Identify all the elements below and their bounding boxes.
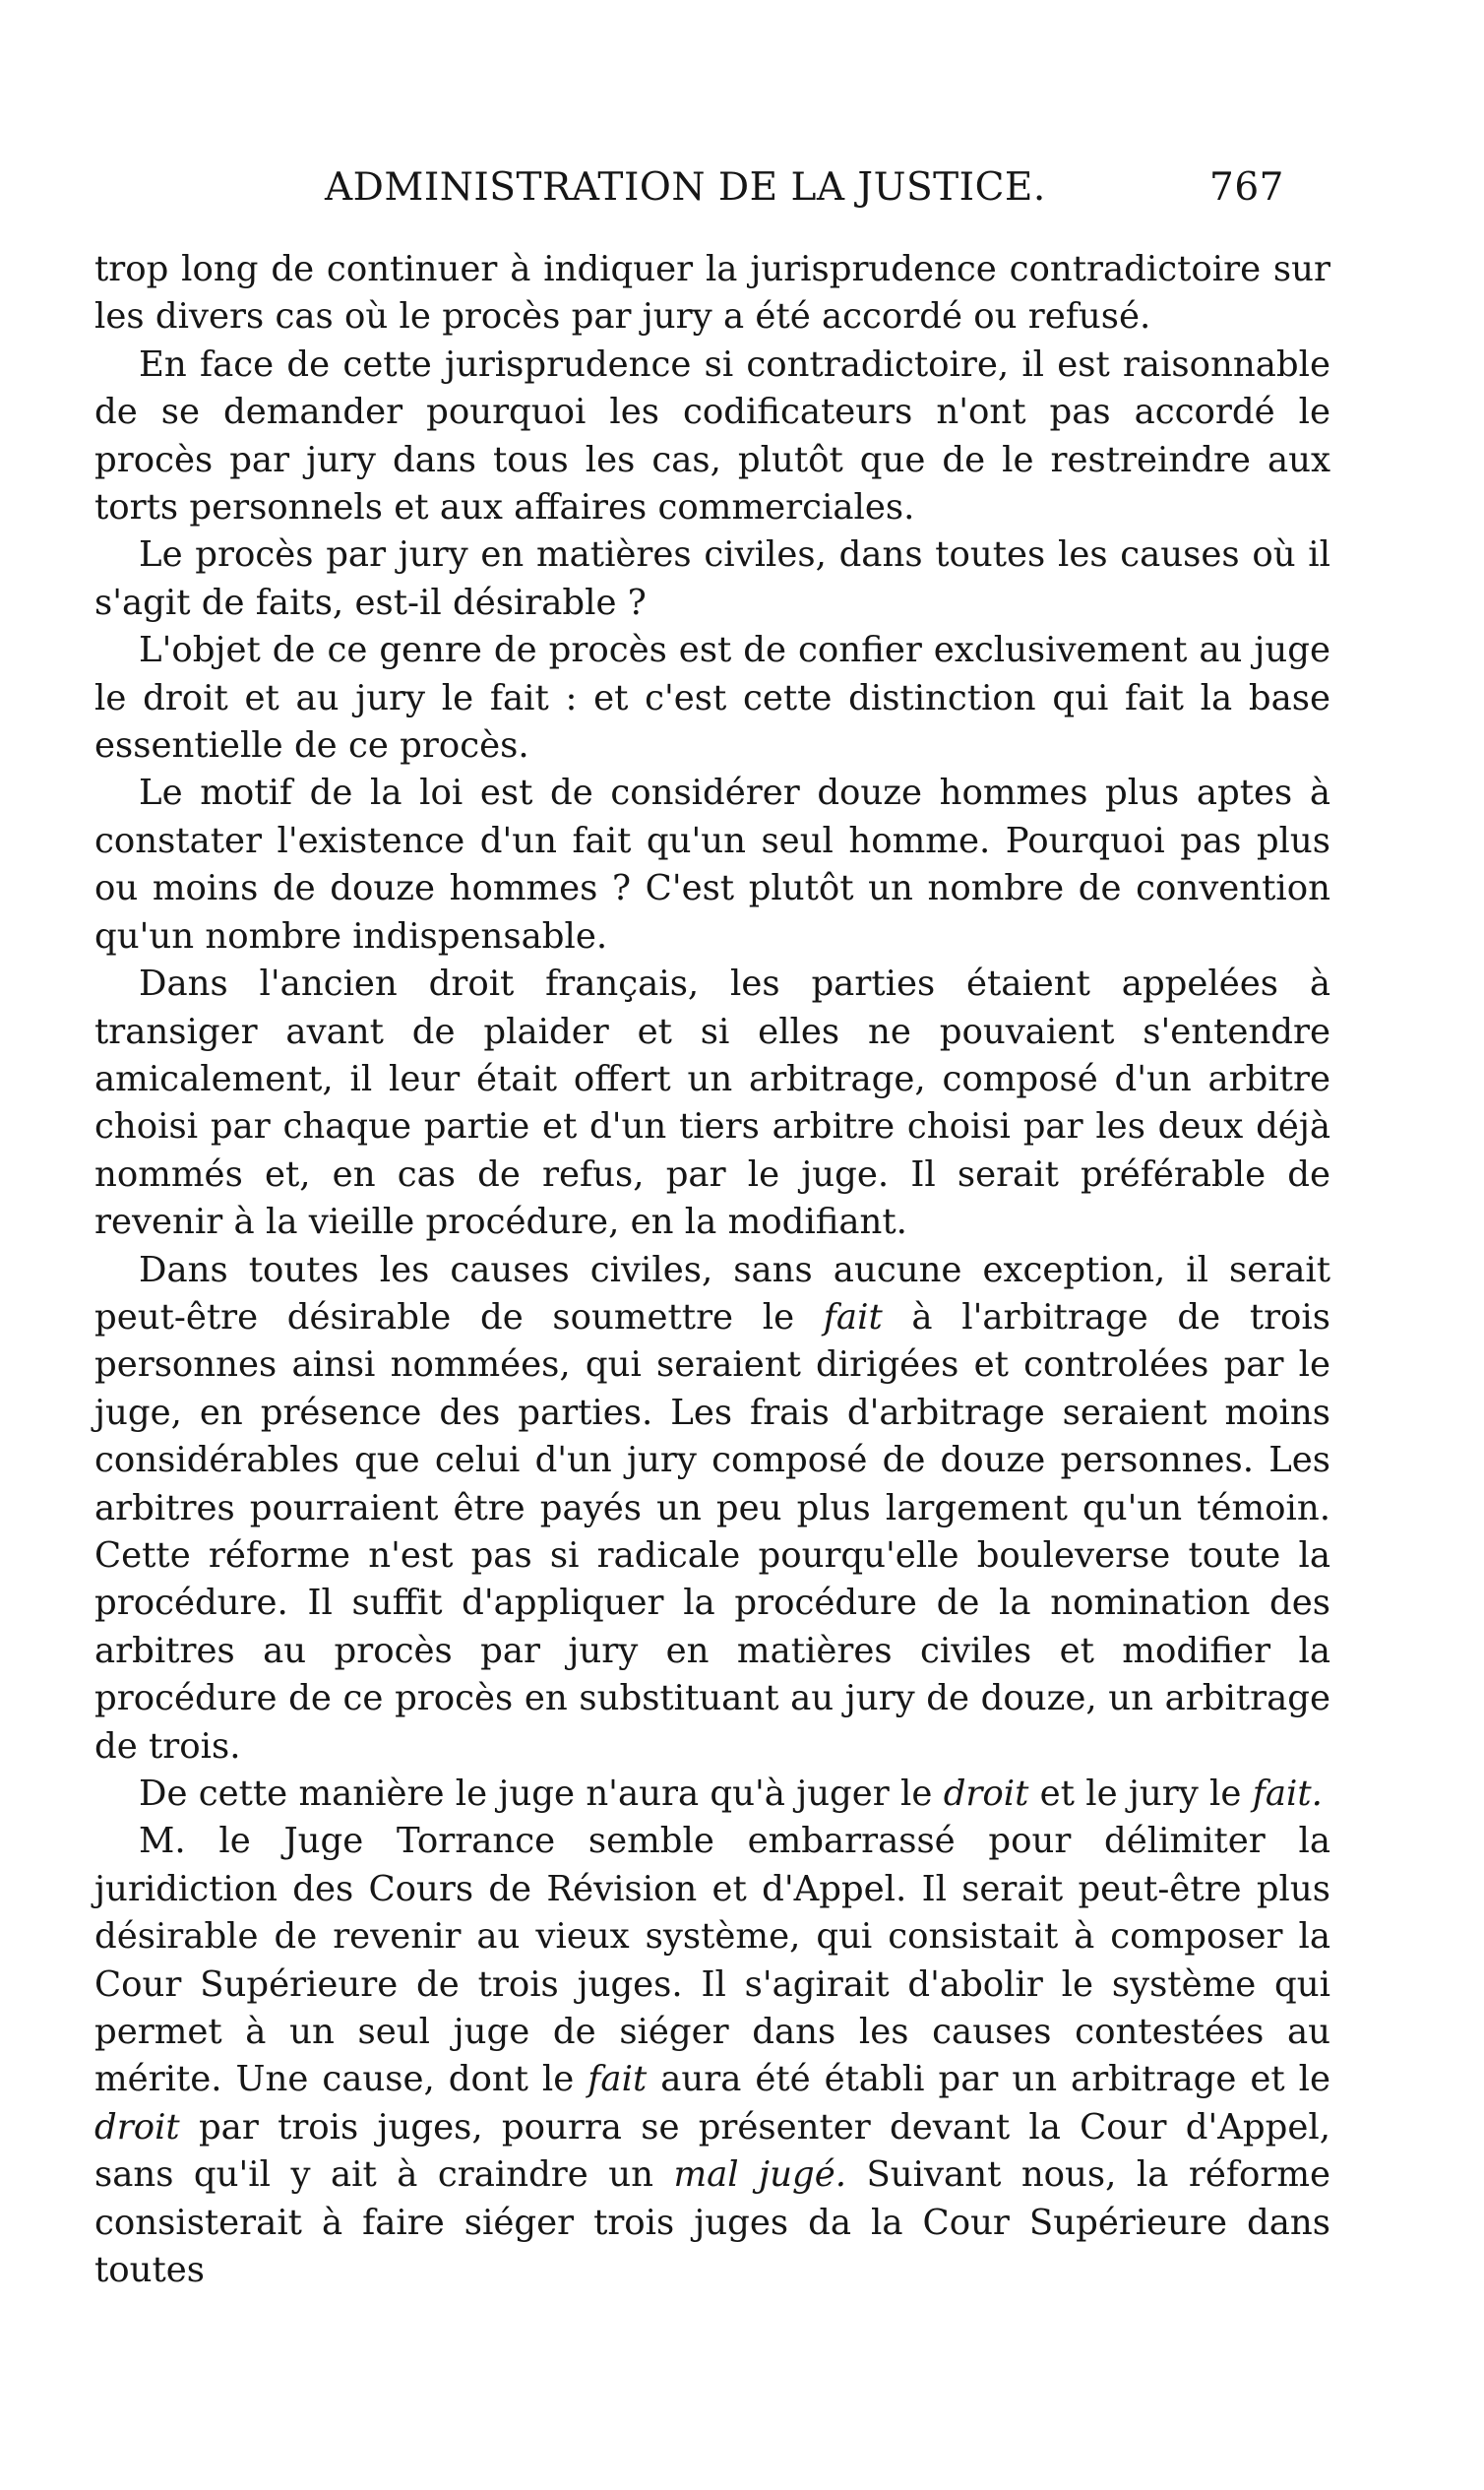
- text-run: M. le Juge Torrance semble embarrassé pour délimiter la juridiction des Cours de Révision et d'Appel. Il serait peut-être plus désirable de revenir au vieux système, qui consistait à composer la Cour Supérieure de trois juges. Il s'agirait d'abolir le système qui permet à un seul juge de siéger dans les causes contestées au mérite. Une cause, dont le: [94, 1821, 1330, 2100]
- text-run: par trois juges, pourra se présenter devant la Cour d'Appel, sans qu'il y ait à craindre un: [94, 2106, 1330, 2196]
- paragraph-2: En face de cette jurisprudence si contradictoire, il est raisonnable de se demander pourquoi les codificateurs n'ont pas accordé le procès par jury dans tous les cas, plutôt que de le restreindre aux torts personnels et aux affaires commerciales.: [94, 343, 1330, 529]
- italic-fait: fait: [587, 2059, 648, 2100]
- text-run: aura été établi par un arbitrage et le: [647, 2059, 1331, 2100]
- italic-mal-juge: mal jugé.: [673, 2154, 846, 2196]
- text-run: Suivant nous, la réforme consisterait à faire siéger trois juges da la Cour Supérieure dans toutes: [94, 2154, 1331, 2291]
- italic-droit: droit: [943, 1774, 1029, 1814]
- text-run: à l'arbitrage de trois personnes ainsi nommées, qui seraient dirigées et controlées par le juge, en présence des parties. Les frais d'arbitrage seraient moins considérables que celui d'un jury composé de douze personnes. Les arbitres pourraient être payés un peu plus largement qu'un témoin. Cette réforme n'est pas si radicale pourqu'elle bouleverse toute la procédure. Il suffit d'appliquer la procédure de la nomination des arbitres au procès par jury en matières civiles et modifier la procédure de ce procès en substituant au jury de douze, un arbitrage de trois.: [94, 1296, 1331, 1767]
- page-number: 767: [1209, 165, 1284, 210]
- body-text: [94, 246, 1330, 2294]
- paragraph-9: [94, 1818, 1330, 2294]
- italic-droit: droit: [94, 2106, 180, 2148]
- italic-fait: fait.: [1252, 1774, 1323, 1814]
- text-run: Dans toutes les causes civiles, sans aucune exception, il serait peut-être désirable de soumettre le: [94, 1249, 1330, 1338]
- paragraph-7: [94, 1247, 1330, 1771]
- paragraph-6: Dans l'ancien droit français, les parties étaient appelées à transiger avant de plaider et si elles ne pouvaient s'entendre amicalement, il leur était offert un arbitrage, composé d'un arbitre choisi par chaque partie et d'un tiers arbitre choisi par les deux déjà nommés et, en cas de refus, par le juge. Il serait préférable de revenir à la vieille procédure, en la modifiant.: [94, 964, 1330, 1243]
- italic-fait: fait: [823, 1296, 883, 1338]
- paragraph-4: L'objet de ce genre de procès est de confier exclusivement au juge le droit et au jury le fait : et c'est cette distinction qui fait la base essentielle de ce procès.: [94, 630, 1330, 767]
- paragraph-1: trop long de continuer à indiquer la jurisprudence contradictoire sur les divers cas où le procès par jury a été accordé ou refusé.: [94, 249, 1330, 338]
- paragraph-5: Le motif de la loi est de considérer douze hommes plus aptes à constater l'existence d'un fait qu'un seul homme. Pourquoi pas plus ou moins de douze hommes ? C'est plutôt un nombre de convention qu'un nombre indispensable.: [94, 773, 1330, 957]
- paragraph-8: [94, 1771, 1330, 1818]
- running-title: ADMINISTRATION DE LA JUSTICE.: [325, 165, 1046, 210]
- paragraph-3: Le procès par jury en matières civiles, dans toutes les causes où il s'agit de faits, est-il désirable ?: [94, 534, 1330, 623]
- text-run: De cette manière le juge n'aura qu'à juger le: [139, 1774, 944, 1814]
- text-run: et le jury le: [1028, 1774, 1253, 1814]
- page-header: [325, 165, 1284, 215]
